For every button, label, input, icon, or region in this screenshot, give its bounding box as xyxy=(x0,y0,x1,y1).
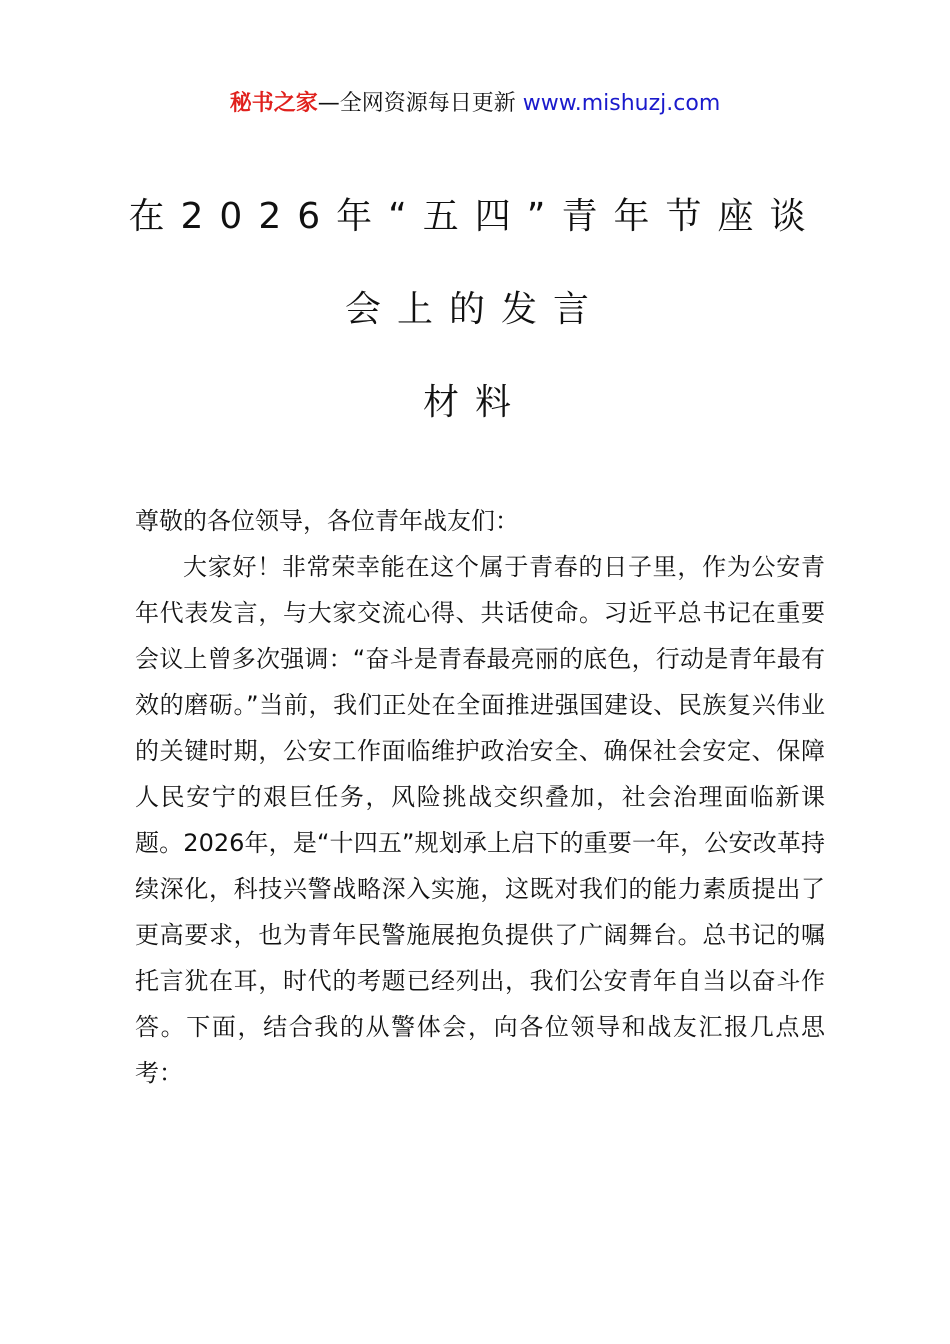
body-paragraph: 大家好！非常荣幸能在这个属于青春的日子里，作为公安青年代表发言，与大家交流心得、共话使命。习近平总书记在重要会议上曾多次强调：“奋斗是青春最亮丽的底色，行动是青年最有效的磨砺。”当前，我们正处在全面推进强国建设、民族复兴伟业的关键时期，公安工作面临维护政治安全、确保社会安定、保障人民安宁的艰巨任务，风险挑战交织叠加，社会治理面临新课题。2026年，是“十四五”规划承上启下的重要一年，公安改革持续深化，科技兴警战略深入实施，这既对我们的能力素质提出了更高要求，也为青年民警施展抱负提供了广阔舞台。总书记的嘱托言犹在耳，时代的考题已经列出，我们公安青年自当以奋斗作答。下面，结合我的从警体会，向各位领导和战友汇报几点思考： xyxy=(135,553,825,1087)
document-title-line-1: 在2026年“五四”青年节座谈 xyxy=(128,196,822,237)
salutation: 尊敬的各位领导，各位青年战友们： xyxy=(135,507,519,535)
site-url-link[interactable]: www.mishuzj.com xyxy=(522,91,721,116)
site-header xyxy=(0,88,950,120)
header-tagline: —全网资源每日更新 xyxy=(317,91,523,116)
brand-name: 秘书之家 xyxy=(229,91,318,116)
document-body xyxy=(135,498,825,1096)
document-title-line-3: 材料 xyxy=(422,382,527,423)
document-title-line-2: 会上的发言 xyxy=(344,289,605,330)
